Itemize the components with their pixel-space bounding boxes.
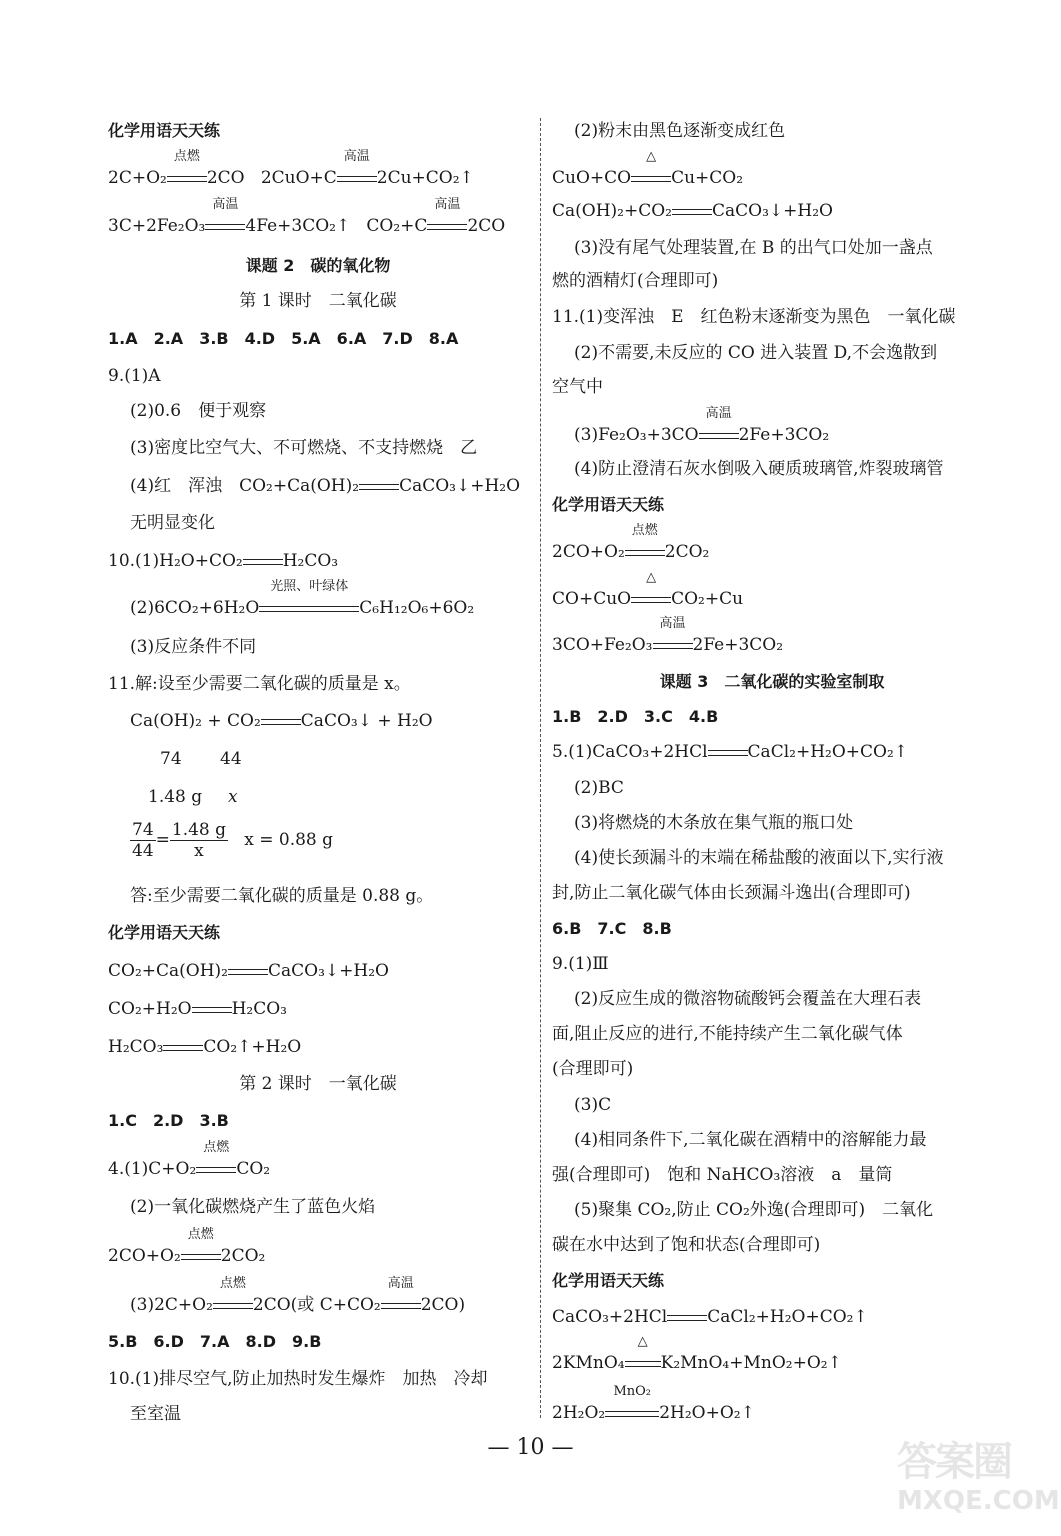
answer-row: 1.A 2.A 3.B 4.D 5.A 6.A 7.D 8.A — [108, 329, 459, 348]
page-number: — 10 — — [487, 1435, 574, 1460]
answer-line: (2)BC — [574, 778, 624, 798]
column-divider — [540, 118, 541, 1418]
answer-line: (2)粉末由黑色逐渐变成红色 — [574, 121, 786, 141]
reaction-arrow — [667, 1306, 707, 1328]
answer-line: (3)Fe₂O₃+3CO 高温 2Fe+3CO₂ — [574, 406, 830, 445]
reaction-arrow — [163, 1036, 203, 1058]
answer-line: (2)0.6 便于观察 — [130, 401, 267, 421]
answer-line: (3)2C+O₂ 点燃 2CO(或 C+CO₂ 高温 2CO) — [130, 1276, 466, 1315]
answer-row: 5.B 6.D 7.A 8.D 9.B — [108, 1332, 322, 1351]
answer-row: 6.B 7.C 8.B — [552, 919, 672, 938]
reaction-arrow — [228, 960, 268, 982]
answer-line: (4)红 浑浊 CO₂+Ca(OH)₂ CaCO₃↓+H₂O — [130, 476, 521, 496]
reaction-arrow: 光照、叶绿体 — [259, 597, 359, 619]
answer-line: (2)反应生成的微溶物硫酸钙会覆盖在大理石表 — [574, 989, 922, 1009]
proportion: $\frac{74}{44}$ = $\frac{1.48 g}{x}$ x = 0.88 g — [132, 820, 334, 861]
fraction: $\frac{74}{44}$ — [132, 820, 154, 861]
equation: 3C+2Fe₂O₃ 高温 4Fe+3CO₂↑ CO₂+C 高温 2CO — [108, 197, 506, 236]
answer-line: 碳在水中达到了饱和状态(合理即可) — [552, 1235, 821, 1255]
answer-line: (3)密度比空气大、不可燃烧、不支持燃烧 乙 — [130, 438, 478, 458]
answer-line: 9.(1)Ⅲ — [552, 954, 609, 974]
calc-equation: Ca(OH)₂ + CO₂ CaCO₃↓ + H₂O — [130, 711, 433, 731]
reaction-arrow — [261, 710, 301, 732]
equation: CO₂+Ca(OH)₂ CaCO₃↓+H₂O — [108, 961, 389, 981]
section-heading: 化学用语天天练 — [552, 1271, 665, 1290]
answer-line: 无明显变化 — [130, 513, 215, 533]
watermark-logo — [897, 1438, 1060, 1528]
equation: 2CO+O₂ 点燃 2CO₂ — [108, 1227, 266, 1266]
answer-line: (3)C — [574, 1095, 612, 1115]
reaction-arrow — [708, 741, 748, 763]
reaction-arrow: 高温 — [699, 424, 739, 446]
answer-line: 11.解:设至少需要二氧化碳的质量是 x。 — [108, 674, 411, 694]
answer-line: (4)使长颈漏斗的末端在稀盐酸的液面以下,实行液 — [574, 848, 944, 868]
equation: CuO+CO △ Cu+CO₂ — [552, 149, 744, 188]
reaction-arrow: 点燃 — [196, 1158, 236, 1180]
mass-variable: x — [228, 787, 238, 807]
watermark-cn: 答案圈 — [897, 1439, 1011, 1485]
equation: CaCO₃+2HCl CaCl₂+H₂O+CO₂↑ — [552, 1307, 868, 1327]
reaction-arrow: △ — [625, 1352, 661, 1374]
answer-line: 面,阻止反应的进行,不能持续产生二氧化碳气体 — [552, 1024, 903, 1044]
section-heading: 化学用语天天练 — [552, 495, 665, 514]
answer-line: 10.(1)H₂O+CO₂ H₂CO₃ — [108, 551, 339, 571]
answer-line: (3)没有尾气处理装置,在 B 的出气口处加一盏点 — [574, 238, 933, 258]
reaction-arrow: 高温 — [381, 1294, 421, 1316]
reaction-arrow: 点燃 — [213, 1294, 253, 1316]
reaction-arrow: 点燃 — [181, 1245, 221, 1267]
equation: 2CO+O₂ 点燃 2CO₂ — [552, 523, 710, 562]
answer-line: 答:至少需要二氧化碳的质量是 0.88 g。 — [130, 886, 434, 906]
answer-line: 9.(1)A — [108, 366, 161, 386]
reaction-arrow: 高温 — [653, 634, 693, 656]
answer-line: 11.(1)变浑浊 E 红色粉末逐渐变为黑色 一氧化碳 — [552, 307, 956, 327]
reaction-arrow: 点燃 — [625, 541, 665, 563]
equation: Ca(OH)₂+CO₂ CaCO₃↓+H₂O — [552, 201, 833, 221]
mass-value: 1.48 g — [148, 787, 203, 807]
reaction-arrow: 点燃 — [167, 167, 207, 189]
answer-line: (3)反应条件不同 — [130, 637, 257, 657]
reaction-arrow: MnO₂ — [605, 1402, 659, 1424]
reaction-arrow: 高温 — [205, 215, 245, 237]
fraction: $\frac{1.48 g}{x}$ — [171, 820, 227, 861]
answer-line: (4)防止澄清石灰水倒吸入硬质玻璃管,炸裂玻璃管 — [574, 459, 944, 479]
section-heading: 化学用语天天练 — [108, 923, 221, 942]
reaction-arrow — [192, 998, 232, 1020]
answer-line: 10.(1)排尽空气,防止加热时发生爆炸 加热 冷却 — [108, 1369, 488, 1389]
answer-line: (2)一氧化碳燃烧产生了蓝色火焰 — [130, 1197, 376, 1217]
answer-line: 燃的酒精灯(合理即可) — [552, 271, 719, 291]
answer-line: 空气中 — [552, 377, 603, 397]
watermark-en: MXQE.COM — [897, 1486, 1060, 1516]
equation: H₂CO₃ CO₂↑+H₂O — [108, 1037, 302, 1057]
reaction-arrow: 高温 — [337, 167, 377, 189]
equation: 3CO+Fe₂O₃ 高温 2Fe+3CO₂ — [552, 616, 784, 655]
equation: 2H₂O₂ MnO₂ 2H₂O+O₂↑ — [552, 1384, 755, 1423]
equation: CO₂+H₂O H₂CO₃ — [108, 999, 287, 1019]
answer-line: (2)不需要,未反应的 CO 进入装置 D,不会逸散到 — [574, 343, 938, 363]
lesson-title: 课题 3 二氧化碳的实验室制取 — [659, 672, 885, 691]
answer-line: (2)6CO₂+6H₂O 光照、叶绿体 C₆H₁₂O₆+6O₂ — [130, 579, 475, 618]
answer-line: 至室温 — [130, 1404, 181, 1424]
reaction-arrow — [672, 200, 712, 222]
answer-line: 5.(1)CaCO₃+2HCl CaCl₂+H₂O+CO₂↑ — [552, 742, 909, 762]
answer-row: 1.C 2.D 3.B — [108, 1111, 229, 1130]
answer-line: 封,防止二氧化碳气体由长颈漏斗逸出(合理即可) — [552, 883, 911, 903]
period-title: 第 1 课时 二氧化碳 — [239, 291, 397, 311]
answer-line: 4.(1)C+O₂ 点燃 CO₂ — [108, 1140, 271, 1179]
period-title: 第 2 课时 一氧化碳 — [239, 1074, 397, 1094]
answer-line: (4)相同条件下,二氧化碳在酒精中的溶解能力最 — [574, 1130, 927, 1150]
equation: CO+CuO △ CO₂+Cu — [552, 570, 744, 609]
reaction-arrow — [359, 475, 399, 497]
answer-line: (合理即可) — [552, 1059, 634, 1079]
molar-mass: 44 — [220, 749, 242, 769]
molar-mass: 74 — [160, 749, 182, 769]
answer-row: 1.B 2.D 3.C 4.B — [552, 707, 719, 726]
reaction-arrow: △ — [631, 167, 671, 189]
reaction-arrow: △ — [631, 588, 671, 610]
answer-line: (3)将燃烧的木条放在集气瓶的瓶口处 — [574, 813, 854, 833]
equation: 2KMnO₄ △ K₂MnO₄+MnO₂+O₂↑ — [552, 1334, 842, 1373]
lesson-title: 课题 2 碳的氧化物 — [245, 256, 391, 275]
answer-line: 强(合理即可) 饱和 NaHCO₃溶液 a 量筒 — [552, 1165, 893, 1185]
answer-line: (5)聚集 CO₂,防止 CO₂外逸(合理即可) 二氧化 — [574, 1200, 934, 1220]
equation: 2C+O₂ 点燃 2CO 2CuO+C 高温 2Cu+CO₂↑ — [108, 149, 474, 188]
reaction-arrow — [243, 550, 283, 572]
section-heading: 化学用语天天练 — [108, 121, 221, 140]
reaction-arrow: 高温 — [427, 215, 467, 237]
